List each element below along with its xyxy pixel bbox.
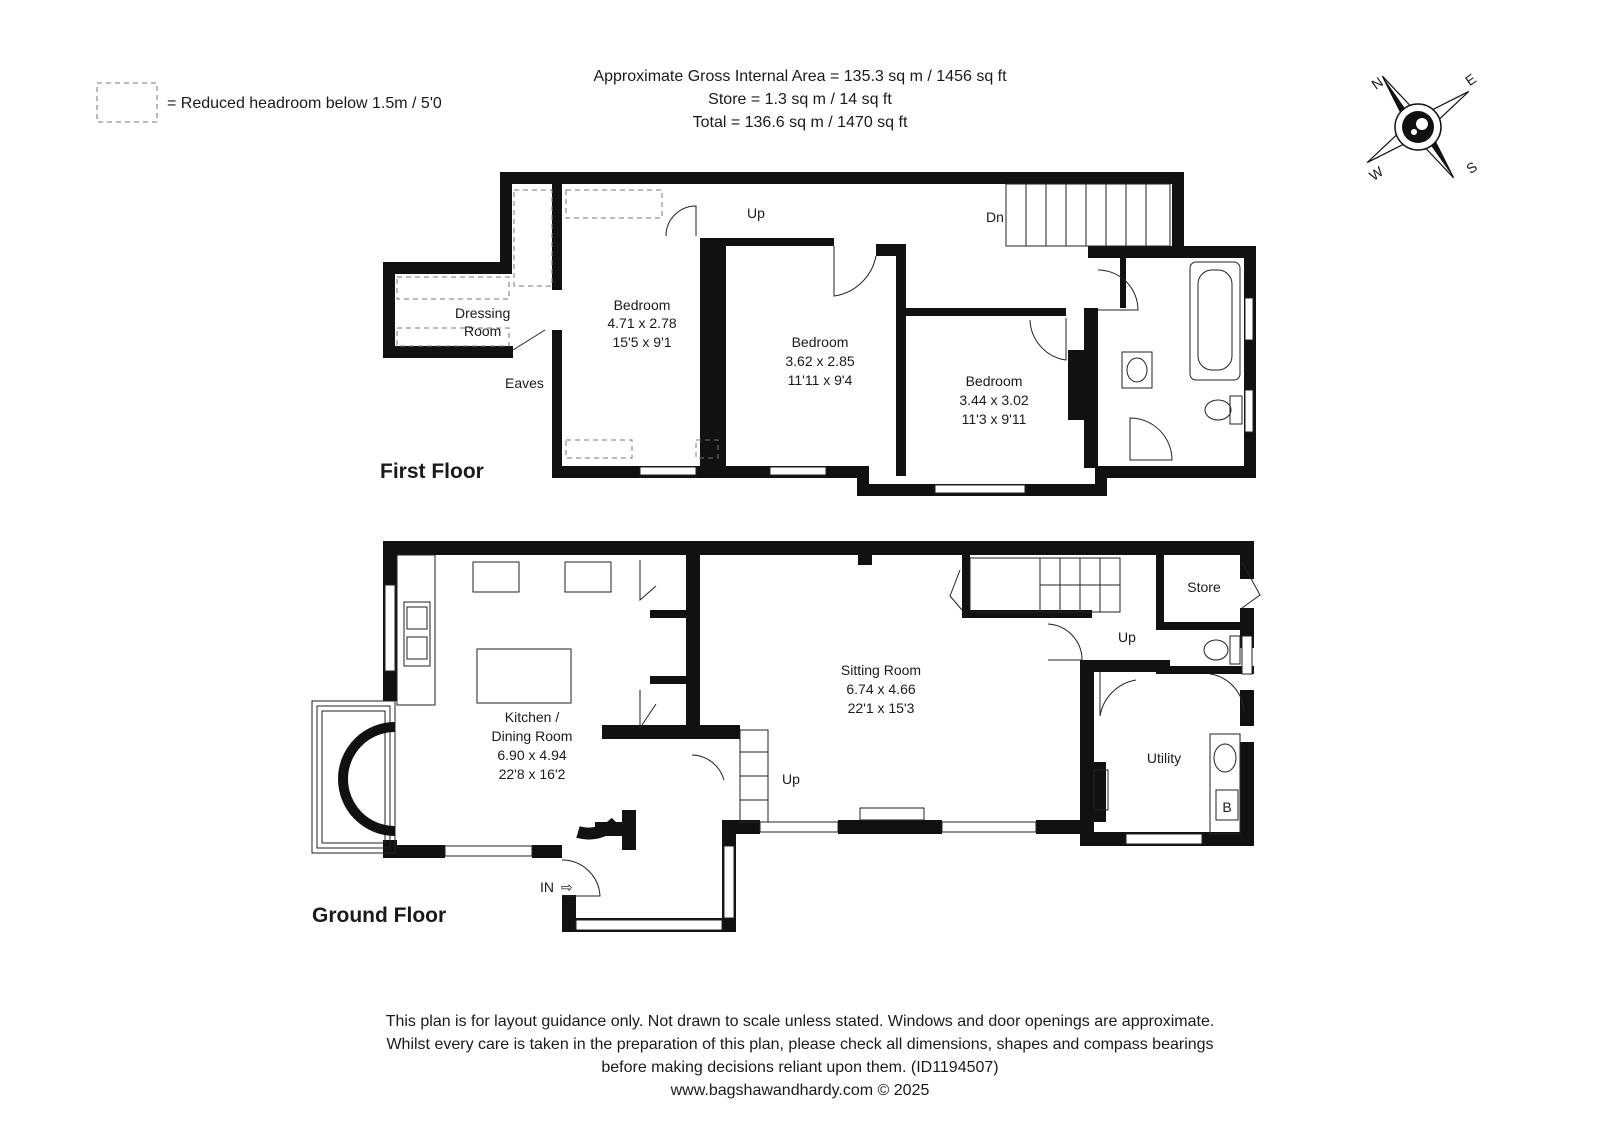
compass-s-label: S [1463, 158, 1480, 177]
first-floor-title: First Floor [380, 460, 484, 483]
first-floor-dn-label: Dn [986, 209, 1004, 225]
compass-w-label: W [1366, 163, 1387, 184]
area-line-1: Approximate Gross Internal Area = 135.3 sq m / 1456 sq ft [593, 68, 1007, 85]
area-line-2: Store = 1.3 sq m / 14 sq ft [708, 91, 892, 108]
compass-n-label: N [1368, 73, 1386, 93]
sitting-room-name: Sitting Room [840, 662, 922, 678]
entrance-arrow-icon: ⇨ [561, 879, 573, 895]
disclaimer-line-3: before making decisions reliant upon them. (ID1194507) [601, 1059, 999, 1076]
first-floor-up-label: Up [747, 205, 765, 221]
bedroom-2-name: Bedroom [791, 334, 849, 350]
entrance-label: IN [540, 879, 554, 895]
ground-floor-title: Ground Floor [312, 904, 447, 927]
dressing-room-name-2: Room [464, 323, 502, 339]
bedroom-3-metric: 3.44 x 3.02 [959, 392, 1029, 408]
kitchen-name-1: Kitchen / [504, 709, 560, 725]
headroom-legend-text: = Reduced headroom below 1.5m / 5'0 [167, 95, 442, 112]
sitting-room-imperial: 22'1 x 15'3 [847, 700, 915, 716]
headroom-legend-swatch [97, 83, 157, 122]
ground-floor-up-label-2: Up [782, 771, 800, 787]
area-line-3: Total = 136.6 sq m / 1470 sq ft [692, 114, 908, 131]
website-copyright: www.bagshawandhardy.com © 2025 [670, 1082, 930, 1099]
bedroom-2-metric: 3.62 x 2.85 [785, 353, 855, 369]
ground-floor-up-label-1: Up [1118, 629, 1136, 645]
bedroom-1-imperial: 15'5 x 9'1 [612, 334, 672, 350]
disclaimer-line-1: This plan is for layout guidance only. Not drawn to scale unless stated. Windows and door openings are approximate. [385, 1013, 1215, 1030]
bedroom-1-name: Bedroom [613, 297, 671, 313]
compass-e-label: E [1462, 70, 1479, 89]
bedroom-3-name: Bedroom [965, 373, 1023, 389]
disclaimer-line-2: Whilst every care is taken in the preparation of this plan, please check all dimensions, shapes and compass bearings [386, 1036, 1214, 1053]
store-label: Store [1187, 579, 1221, 595]
boiler-label: B [1222, 799, 1232, 815]
bedroom-2-imperial: 11'11 x 9'4 [787, 372, 853, 388]
eaves-label: Eaves [505, 375, 544, 391]
kitchen-imperial: 22'8 x 16'2 [498, 766, 566, 782]
sitting-room-metric: 6.74 x 4.66 [846, 681, 916, 697]
bedroom-3-imperial: 11'3 x 9'11 [961, 411, 1027, 427]
dressing-room-name-1: Dressing [455, 305, 511, 321]
kitchen-metric: 6.90 x 4.94 [497, 747, 567, 763]
compass-rose-icon [1332, 41, 1505, 214]
kitchen-name-2: Dining Room [491, 728, 573, 744]
bedroom-1-metric: 4.71 x 2.78 [607, 315, 677, 331]
utility-label: Utility [1146, 750, 1182, 766]
ground-floor-plan [312, 541, 1260, 932]
